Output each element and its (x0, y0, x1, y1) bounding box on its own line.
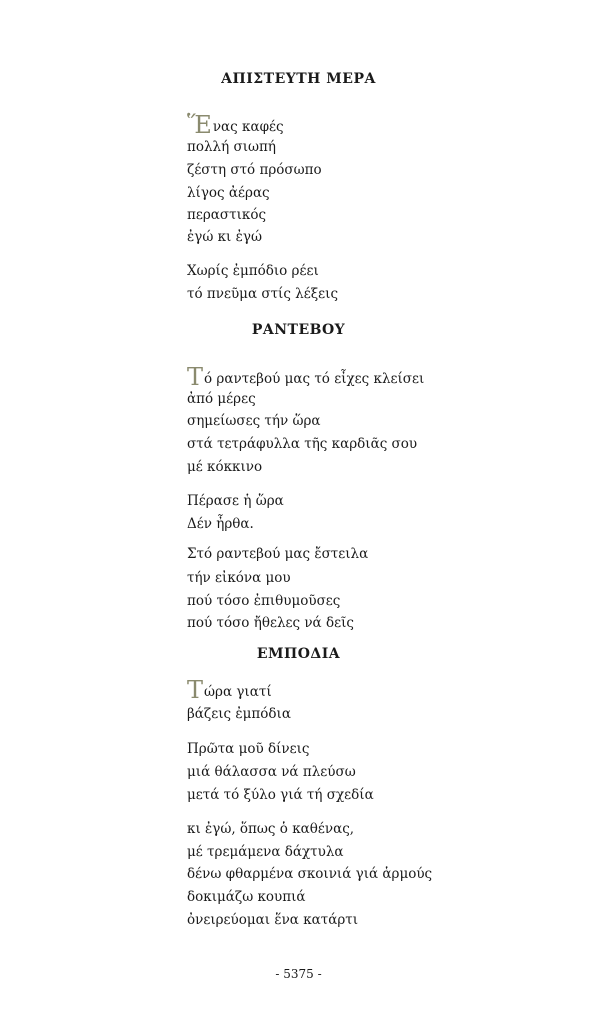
poem-line: σημείωσες τήν ὥρα (187, 413, 321, 429)
poem-line: τήν εἰκόνα μου (187, 570, 291, 586)
poem-line: ὀνειρεύομαι ἕνα κατάρτι (187, 912, 359, 928)
poem-line: ζέστη στό πρόσωπο (187, 162, 322, 178)
poem-first-line (187, 113, 284, 137)
poem-title: ΕΜΠΟΔΙΑ (256, 646, 341, 662)
first-line-text: ό ραντεβού μας τό εἶχες κλείσει (204, 371, 425, 387)
first-line-text: ώρα γιατί (204, 684, 272, 700)
page-number: - 5375 - (275, 967, 322, 981)
poem-line: ἐγώ κι ἐγώ (187, 229, 262, 245)
poem-line: ἀπό μέρες (187, 391, 256, 407)
poem-line: τό πνεῦμα στίς λέξεις (187, 286, 339, 302)
poem-line: μέ τρεμάμενα δάχτυλα (187, 844, 344, 860)
poem-line: δένω φθαρμένα σκοινιά γιά ἁρμούς (187, 866, 433, 882)
poem-first-line (187, 365, 424, 389)
poem-line: περαστικός (187, 207, 267, 223)
poem-line: πολλή σιωπή (187, 139, 276, 155)
poem-line: Χωρίς ἐμπόδιο ρέει (187, 263, 319, 279)
poem-line: μιά θάλασσα νά πλεύσω (187, 764, 356, 780)
drop-cap: Τ (187, 363, 204, 391)
poem-title: ΡΑΝΤΕΒΟΥ (251, 322, 346, 338)
poem-title: ΑΠΙΣΤΕΥΤΗ ΜΕΡΑ (221, 71, 376, 87)
poem-line: πού τόσο ἐπιθυμοῦσες (187, 593, 341, 609)
drop-cap: Τ (187, 676, 204, 704)
poem-line: πού τόσο ἤθελες νά δεῖς (187, 615, 354, 631)
poem-line: Πέρασε ἡ ὥρα (187, 493, 284, 509)
drop-cap: Ἕ (187, 111, 212, 139)
poem-line: λίγος ἀέρας (187, 185, 270, 201)
poem-line: στά τετράφυλλα τῆς καρδιᾶς σου (187, 436, 418, 452)
poem-first-line (187, 678, 272, 702)
poem-line: δοκιμάζω κουπιά (187, 889, 306, 905)
poem-line: Στό ραντεβού μας ἔστειλα (187, 546, 369, 562)
poem-line: μέ κόκκινο (187, 459, 263, 475)
poem-line: βάζεις ἐμπόδια (187, 706, 291, 722)
first-line-text: νας καφές (212, 119, 284, 135)
poem-line: Πρῶτα μοῦ δίνεις (187, 741, 310, 757)
poem-line: Δέν ἦρθα. (187, 516, 254, 532)
poem-line: κι ἐγώ, ὅπως ὁ καθένας, (187, 821, 355, 837)
poem-line: μετά τό ξύλο γιά τή σχεδία (187, 787, 374, 803)
